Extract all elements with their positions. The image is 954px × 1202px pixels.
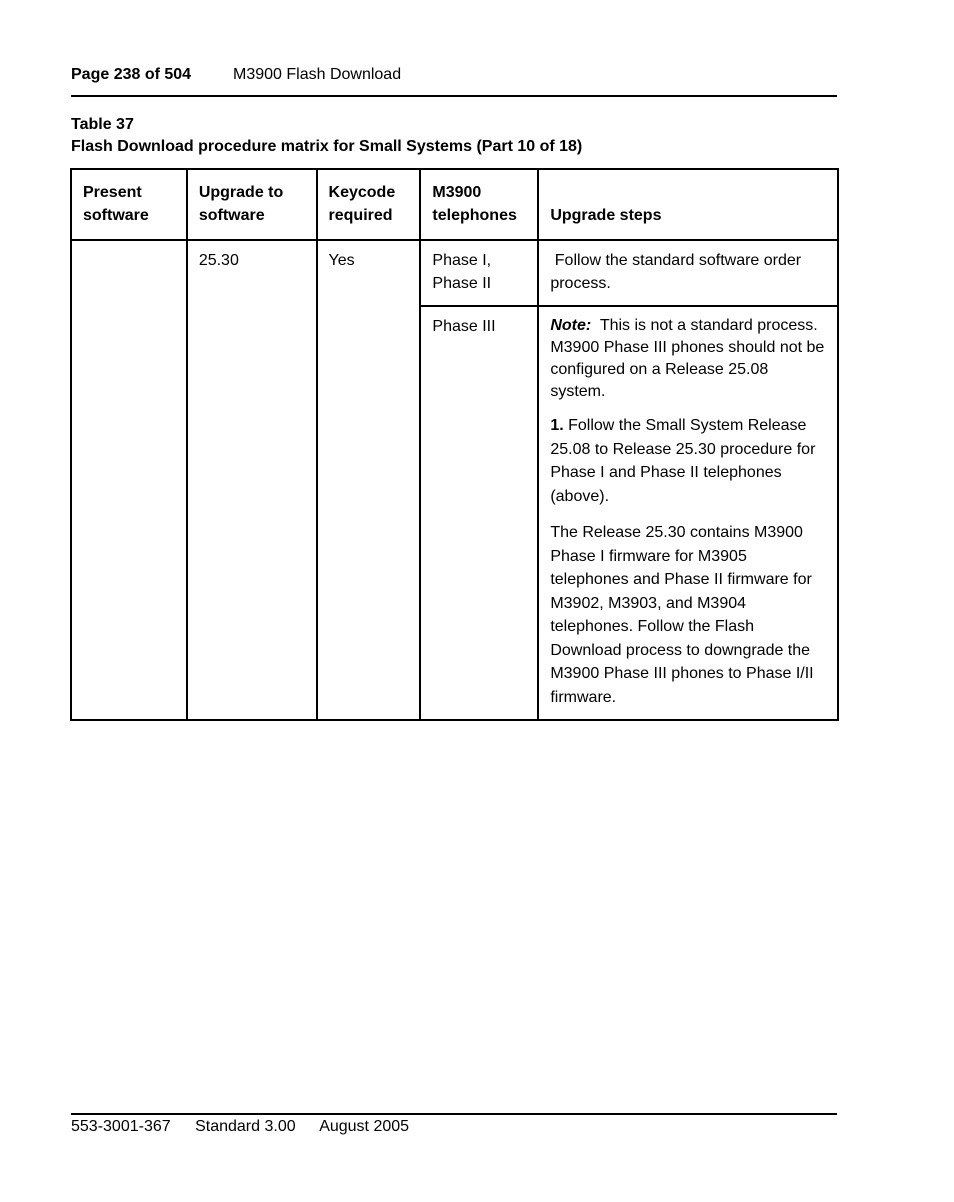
upgrade-steps-cell-phase-3 <box>538 306 838 720</box>
release-info-paragraph: The Release 25.30 contains M3900 Phase I firmware for M3905 telephones and Phase II firmware for M3902, M3903, and M3904 telephones. Follow the Flash Download process to downgrade the M3900 Phase III phones to Phase I/II firmware. <box>550 524 814 706</box>
document-number: 553-3001-367 <box>71 1118 171 1135</box>
table-header-row <box>71 169 838 240</box>
table-number: Table 37 <box>71 116 134 133</box>
note-label: Note: <box>550 317 592 334</box>
table-caption <box>71 114 582 158</box>
step-1-number: 1. <box>550 417 564 434</box>
column-header-keycode-required: Keycode required <box>317 169 421 240</box>
page-number: Page 238 of 504 <box>71 66 192 83</box>
table-row <box>71 240 838 306</box>
step-1-text: Follow the Small System Release 25.08 to Release 25.30 procedure for Phase I and Phase II telephones (above). <box>550 417 816 505</box>
present-software-cell <box>71 240 187 720</box>
column-header-upgrade-to-software: Upgrade to software <box>187 169 317 240</box>
footer-rule <box>71 1113 837 1115</box>
page-footer <box>71 1118 429 1136</box>
telephones-cell-phase-1-2: Phase I, Phase II <box>420 240 538 306</box>
table-title: Flash Download procedure matrix for Small Systems (Part 10 of 18) <box>71 138 583 155</box>
column-header-present-software: Present software <box>71 169 187 240</box>
procedure-matrix-table <box>70 168 839 721</box>
section-title: M3900 Flash Download <box>233 66 402 83</box>
header-rule <box>71 95 837 97</box>
keycode-required-cell: Yes <box>317 240 421 720</box>
upgrade-steps-cell-phase-1-2 <box>538 240 838 306</box>
page-header <box>71 66 402 84</box>
step-1-paragraph <box>550 414 826 508</box>
column-header-m3900-telephones: M3900 telephones <box>420 169 538 240</box>
upgrade-to-software-cell: 25.30 <box>187 240 317 720</box>
document-standard: Standard 3.00 <box>195 1118 296 1135</box>
document-date: August 2005 <box>319 1118 410 1135</box>
telephones-cell-phase-3: Phase III <box>420 306 538 720</box>
note-text: This is not a standard process. M3900 Phase III phones should not be configured on a Release 25.08 system. <box>550 317 829 400</box>
column-header-upgrade-steps: Upgrade steps <box>538 169 838 240</box>
standard-order-step: Follow the standard software order process. <box>550 252 806 292</box>
note-paragraph <box>550 315 829 403</box>
